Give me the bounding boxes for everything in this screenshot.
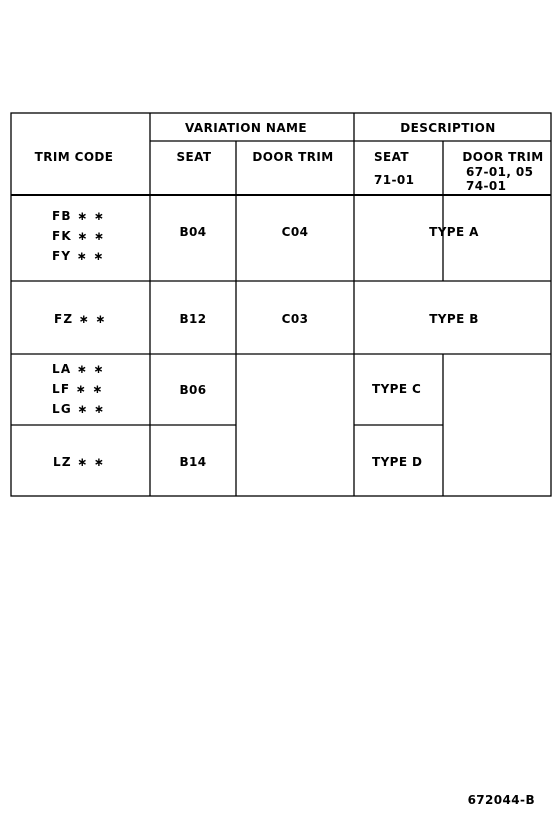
header-trim-code: TRIM CODE	[34, 150, 114, 164]
door-trim-code: C03	[281, 312, 309, 326]
header-description: DESCRIPTION	[400, 121, 496, 135]
header-door-trim: DOOR TRIM	[252, 150, 334, 164]
header-desc-seat: SEAT	[374, 150, 409, 164]
header-desc-door-trim-value: 67-01, 05	[466, 165, 534, 179]
header-desc-door-trim: DOOR TRIM	[462, 150, 544, 164]
seat-code: B14	[179, 455, 207, 469]
description-type: TYPE B	[429, 312, 479, 326]
door-trim-code: C04	[281, 225, 309, 239]
seat-code: B06	[179, 383, 207, 397]
header-desc-door-trim-value: 74-01	[466, 179, 507, 193]
trim-code: LG ∗ ∗	[52, 402, 106, 416]
trim-code: LF ∗ ∗	[52, 382, 104, 396]
description-type: TYPE D	[372, 455, 423, 469]
document-number: 672044-B	[467, 793, 535, 807]
trim-code: FK ∗ ∗	[52, 229, 106, 243]
trim-code: FB ∗ ∗	[52, 209, 106, 223]
header-seat: SEAT	[176, 150, 212, 164]
description-type: TYPE A	[429, 225, 479, 239]
trim-code: FY ∗ ∗	[52, 249, 105, 263]
header-variation-name: VARIATION NAME	[185, 121, 307, 135]
seat-code: B04	[179, 225, 207, 239]
seat-code: B12	[179, 312, 207, 326]
trim-code: FZ ∗ ∗	[54, 312, 107, 326]
header-desc-seat-value: 71-01	[374, 173, 415, 187]
description-type: TYPE C	[372, 382, 422, 396]
trim-code: LA ∗ ∗	[52, 362, 105, 376]
trim-code: LZ ∗ ∗	[53, 455, 106, 469]
